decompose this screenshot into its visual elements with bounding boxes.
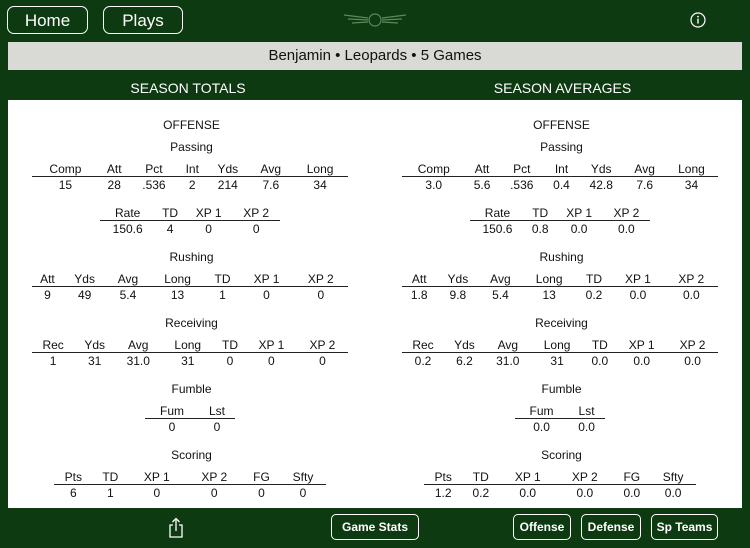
column-header: Long <box>161 337 214 353</box>
table-header-row <box>32 161 348 177</box>
offense-label: OFFENSE <box>533 118 590 132</box>
scoring-label: Scoring <box>541 448 582 462</box>
column-header: XP 1 <box>555 205 602 221</box>
passing-label: Passing <box>540 140 583 154</box>
table-row <box>515 419 605 435</box>
stat-value: 1.8 <box>410 287 428 302</box>
scoring-table <box>54 469 326 500</box>
column-header: Att <box>402 271 436 287</box>
stat-value: 0 <box>205 221 212 236</box>
table-row <box>54 485 326 501</box>
stat-value: 4 <box>166 221 174 236</box>
passing-rate-table <box>100 205 280 236</box>
rushing-label: Rushing <box>169 250 214 264</box>
stat-value: 0.2 <box>472 485 490 500</box>
column-header: Long <box>531 337 584 353</box>
stat-value: 5.6 <box>473 177 491 192</box>
stat-value: 7.6 <box>262 177 280 192</box>
column-header: Long <box>665 161 718 177</box>
stat-value: 5.4 <box>119 287 137 302</box>
column-header: Lst <box>199 403 235 419</box>
stat-value: 0.0 <box>684 353 701 368</box>
column-header: XP 2 <box>294 271 348 287</box>
column-header: Pct <box>130 161 179 177</box>
stat-value: 0.0 <box>633 353 651 368</box>
table-header-row <box>470 205 650 221</box>
column-header: XP 1 <box>611 271 664 287</box>
column-header: TD <box>155 205 184 221</box>
fumble-table <box>145 403 235 434</box>
column-header: XP 2 <box>665 271 718 287</box>
stat-value: 7.6 <box>636 177 653 192</box>
column-header: Comp <box>402 161 466 177</box>
offense-label: OFFENSE <box>163 118 220 132</box>
column-header: Sfty <box>650 469 696 485</box>
stat-value: 1 <box>49 353 57 368</box>
column-header: Avg <box>106 271 149 287</box>
column-header: Long <box>522 271 577 287</box>
column-header: XP 1 <box>246 337 297 353</box>
stat-value: 0.4 <box>553 177 570 192</box>
rushing-table <box>32 271 348 302</box>
column-header: XP 2 <box>186 469 243 485</box>
table-header-row <box>32 337 348 353</box>
rushing-label: Rushing <box>539 250 584 264</box>
table-header-row <box>515 403 605 419</box>
stat-value: 31 <box>181 353 195 368</box>
share-icon[interactable] <box>168 517 184 539</box>
stat-value: 9.8 <box>449 287 467 302</box>
stat-value: 0.0 <box>578 419 595 434</box>
stat-value: 42.8 <box>589 177 613 192</box>
column-header: Avg <box>624 161 665 177</box>
top-toolbar <box>0 0 750 40</box>
rushing-table <box>402 271 718 302</box>
stat-value: 31.0 <box>496 353 520 368</box>
column-header: XP 1 <box>616 337 667 353</box>
column-header: FG <box>613 469 650 485</box>
stat-value: 1 <box>219 287 226 302</box>
stat-value: 0 <box>210 485 218 500</box>
stat-value: 3.0 <box>425 177 443 192</box>
receiving-label: Receiving <box>535 316 588 330</box>
column-header: Int <box>545 161 578 177</box>
stat-value: 0.2 <box>585 287 603 302</box>
sp-teams-button[interactable]: Sp Teams <box>651 514 718 540</box>
table-row <box>32 353 348 369</box>
stat-value: 0 <box>319 353 326 368</box>
stat-value: 150.6 <box>112 221 143 236</box>
stat-value: 0.0 <box>570 221 588 236</box>
column-header: Fum <box>515 403 568 419</box>
wings-logo-icon <box>340 10 410 30</box>
stat-value: 0.0 <box>623 485 641 500</box>
column-header: Avg <box>479 271 521 287</box>
stat-value: 0 <box>268 353 275 368</box>
passing-table <box>32 161 348 192</box>
table-row <box>145 419 235 435</box>
stat-value: 2 <box>188 177 196 192</box>
fumble-label: Fumble <box>171 382 212 396</box>
stat-value: 6.2 <box>456 353 473 368</box>
plays-button[interactable]: Plays <box>103 6 183 34</box>
column-header: Yds <box>436 271 479 287</box>
stat-value: 1 <box>107 485 114 500</box>
stat-value: 13 <box>170 287 185 302</box>
stat-value: 0.2 <box>414 353 432 368</box>
season-totals-heading: SEASON TOTALS <box>130 80 246 96</box>
bottom-toolbar <box>0 508 750 548</box>
column-header: Lst <box>568 403 605 419</box>
stat-value: 0 <box>263 287 270 302</box>
column-header: Rec <box>402 337 444 353</box>
receiving-table <box>32 337 348 368</box>
stat-value: 0.0 <box>629 287 647 302</box>
column-header: Comp <box>32 161 99 177</box>
column-header: Rate <box>100 205 155 221</box>
defense-button[interactable]: Defense <box>581 514 641 540</box>
fumble-label: Fumble <box>541 382 582 396</box>
column-header: Att <box>99 161 130 177</box>
column-header: XP 1 <box>128 469 185 485</box>
column-header: Yds <box>578 161 624 177</box>
column-header: Pts <box>424 469 462 485</box>
stat-value: .536 <box>510 177 534 192</box>
column-header: XP 2 <box>603 205 650 221</box>
home-button[interactable]: Home <box>7 6 88 34</box>
stat-value: 0.0 <box>576 485 594 500</box>
table-header-row <box>54 469 326 485</box>
table-header-row <box>145 403 235 419</box>
column-header: Pts <box>54 469 93 485</box>
table-row <box>470 221 650 237</box>
column-header: Yds <box>206 161 249 177</box>
stat-value: 0.0 <box>519 485 537 500</box>
stat-value: 0 <box>226 353 234 368</box>
stat-value: 0 <box>317 287 325 302</box>
table-header-row <box>402 271 718 287</box>
scoring-table <box>424 469 696 500</box>
table-header-row <box>424 469 696 485</box>
stat-value: 9 <box>44 287 51 302</box>
page-title: Benjamin • Leopards • 5 Games <box>8 42 742 70</box>
fumble-table <box>515 403 605 434</box>
column-header: Avg <box>115 337 161 353</box>
table-row <box>402 287 718 303</box>
column-header: Att <box>32 271 63 287</box>
stat-value: 34 <box>313 177 327 192</box>
column-header: TD <box>93 469 129 485</box>
receiving-table <box>402 337 718 368</box>
season-averages-heading: SEASON AVERAGES <box>493 80 632 96</box>
stat-value: 0.8 <box>531 221 549 236</box>
column-header: Att <box>466 161 499 177</box>
column-header: XP 1 <box>499 469 556 485</box>
column-header: XP 2 <box>232 205 280 221</box>
stat-value: 6 <box>69 485 77 500</box>
stat-value: 0.0 <box>533 419 550 434</box>
stat-value: 0.0 <box>682 287 700 302</box>
table-row <box>424 485 696 501</box>
column-header: Avg <box>249 161 292 177</box>
stat-value: 5.4 <box>492 287 509 302</box>
stat-value: 0 <box>258 485 265 500</box>
column-header: TD <box>462 469 499 485</box>
passing-table <box>402 161 718 192</box>
column-header: XP 2 <box>297 337 348 353</box>
game-stats-button[interactable]: Game Stats <box>331 514 419 540</box>
season-averages-column <box>378 100 742 508</box>
column-header: TD <box>214 337 246 353</box>
offense-button[interactable]: Offense <box>513 514 571 540</box>
stat-value: 28 <box>107 177 121 192</box>
passing-rate-table <box>470 205 650 236</box>
column-header: Rec <box>32 337 74 353</box>
column-header: Long <box>149 271 205 287</box>
column-header: TD <box>525 205 556 221</box>
column-header: Yds <box>444 337 485 353</box>
stat-value: .536 <box>142 177 166 192</box>
stat-value: 0.0 <box>591 353 609 368</box>
stat-value: 1.2 <box>434 485 452 500</box>
column-header: Pct <box>499 161 545 177</box>
passing-label: Passing <box>170 140 213 154</box>
table-header-row <box>402 161 718 177</box>
column-header: XP 2 <box>556 469 613 485</box>
stat-value: 31.0 <box>126 353 150 368</box>
stat-value: 34 <box>684 177 699 192</box>
column-header: Avg <box>485 337 531 353</box>
stat-value: 0 <box>299 485 307 500</box>
column-header: TD <box>206 271 240 287</box>
table-header-row <box>32 271 348 287</box>
column-header: Rate <box>470 205 525 221</box>
column-header: FG <box>243 469 280 485</box>
column-header: XP 1 <box>239 271 293 287</box>
column-header: Yds <box>63 271 107 287</box>
stat-value: 15 <box>58 177 73 192</box>
column-header: TD <box>577 271 611 287</box>
season-totals-column <box>8 100 375 508</box>
stat-value: 49 <box>77 287 92 302</box>
stat-value: 150.6 <box>482 221 513 236</box>
table-row <box>402 177 718 193</box>
stat-value: 0 <box>252 221 260 236</box>
info-icon[interactable] <box>690 12 706 28</box>
stat-value: 31 <box>550 353 564 368</box>
table-row <box>32 287 348 303</box>
stat-value: 0.0 <box>664 485 682 500</box>
table-row <box>402 353 718 369</box>
column-header: Long <box>292 161 348 177</box>
column-header: Int <box>178 161 206 177</box>
table-row <box>100 221 280 237</box>
table-header-row <box>100 205 280 221</box>
column-header: Fum <box>145 403 199 419</box>
column-header: XP 1 <box>185 205 233 221</box>
stat-value: 0 <box>153 485 161 500</box>
stat-value: 0.0 <box>618 221 635 236</box>
table-header-row <box>402 337 718 353</box>
stat-value: 0 <box>168 419 176 434</box>
column-header: XP 2 <box>667 337 718 353</box>
stat-value: 0 <box>213 419 221 434</box>
column-header: TD <box>583 337 616 353</box>
receiving-label: Receiving <box>165 316 218 330</box>
stats-panel <box>8 100 742 508</box>
column-header: Yds <box>74 337 115 353</box>
stat-value: 214 <box>217 177 238 192</box>
table-row <box>32 177 348 193</box>
scoring-label: Scoring <box>171 448 212 462</box>
column-header: Sfty <box>280 469 326 485</box>
stat-value: 31 <box>88 353 102 368</box>
stat-value: 13 <box>542 287 556 302</box>
